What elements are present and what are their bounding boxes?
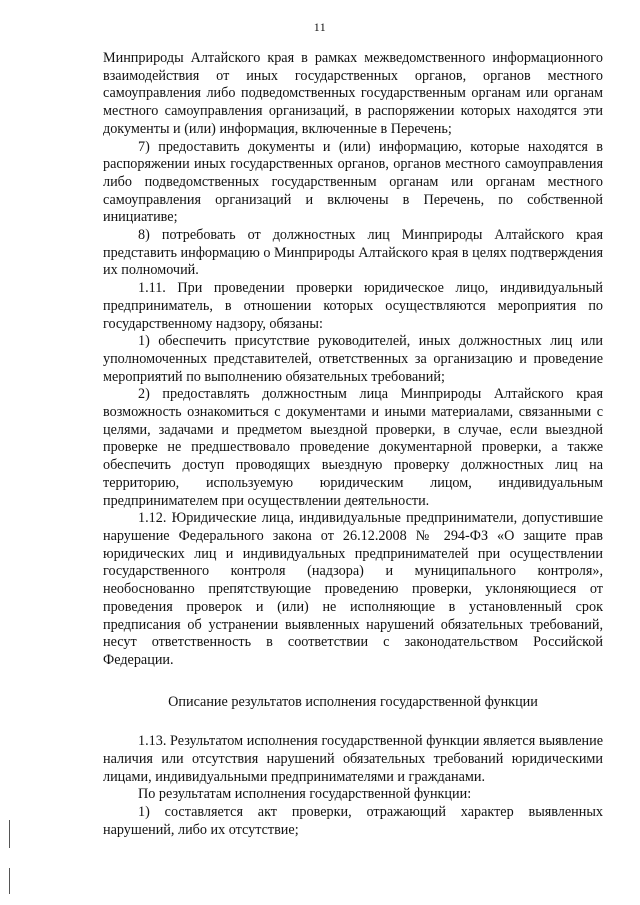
paragraph: 7) предоставить документы и (или) информацию, которые находятся в распоряжении иных государственных органов, органов местного самоуправления либо подведомственных государственным органам или органам местного самоуправления организаций и включены в Перечень, по собственной инициативе; xyxy=(103,138,603,226)
paragraph: 1.12. Юридические лица, индивидуальные предприниматели, допустившие нарушение Федерального закона от 26.12.2008 № 294-ФЗ «О защите прав юридических лиц и индивидуальных предпринимателей при осуществлении государственного контроля (надзора) и муниципального контроля», необоснованно препятствующие проведению проверки, уклоняющиеся от проведения проверок и (или) не исполняющие в установленный срок предписания об устранении выявленных нарушений обязательных требований, несут ответственность в соответствии с законодательством Российской Федерации. xyxy=(103,510,603,668)
document-body xyxy=(103,50,603,840)
paragraph: 8) потребовать от должностных лиц Минприроды Алтайского края представить информацию о Минприроды Алтайского края в целях подтверждения их полномочий. xyxy=(103,227,603,279)
paragraph: 1) составляется акт проверки, отражающий характер выявленных нарушений, либо их отсутствие; xyxy=(103,804,603,838)
paragraph: Минприроды Алтайского края в рамках межведомственного информационного взаимодействия от иных государственных органов, органов местного самоуправления либо подведомственных государственным органам или органам местного самоуправления организаций, в распоряжении которых находятся эти документы и (или) информация, включенные в Перечень; xyxy=(103,50,603,137)
paragraph: По результатам исполнения государственной функции: xyxy=(138,786,472,803)
paragraph: 2) предоставлять должностным лица Минприроды Алтайского края возможность ознакомиться с документами и иными материалами, связанными с целями, задачами и предметом выездной проверки, в случае, если выездной проверке не предшествовало проведение документарной проверки, а также обеспечить доступ проводящих выездную проверку должностных лиц на территорию, используемую юридическим лицом, индивидуальным предпринимателем при осуществлении деятельности. xyxy=(103,386,603,509)
paragraph: 1.13. Результатом исполнения государственной функции является выявление наличия или отсутствия нарушений обязательных требований юридическими лицами, индивидуальными предпринимателями и гражданами. xyxy=(103,733,603,785)
scan-edge-mark xyxy=(9,820,10,848)
section-heading: Описание результатов исполнения государственной функции xyxy=(168,693,538,710)
paragraph: 1.11. При проведении проверки юридическое лицо, индивидуальный предприниматель, в отношении которых осуществляются мероприятия по государственному надзору, обязаны: xyxy=(103,280,603,332)
scan-edge-mark xyxy=(9,868,10,894)
page-number: 11 xyxy=(313,20,327,34)
paragraph: 1) обеспечить присутствие руководителей, иных должностных лиц или уполномоченных представителей, ответственных за организацию и проведение мероприятий по выполнению обязательных требований; xyxy=(103,333,603,385)
